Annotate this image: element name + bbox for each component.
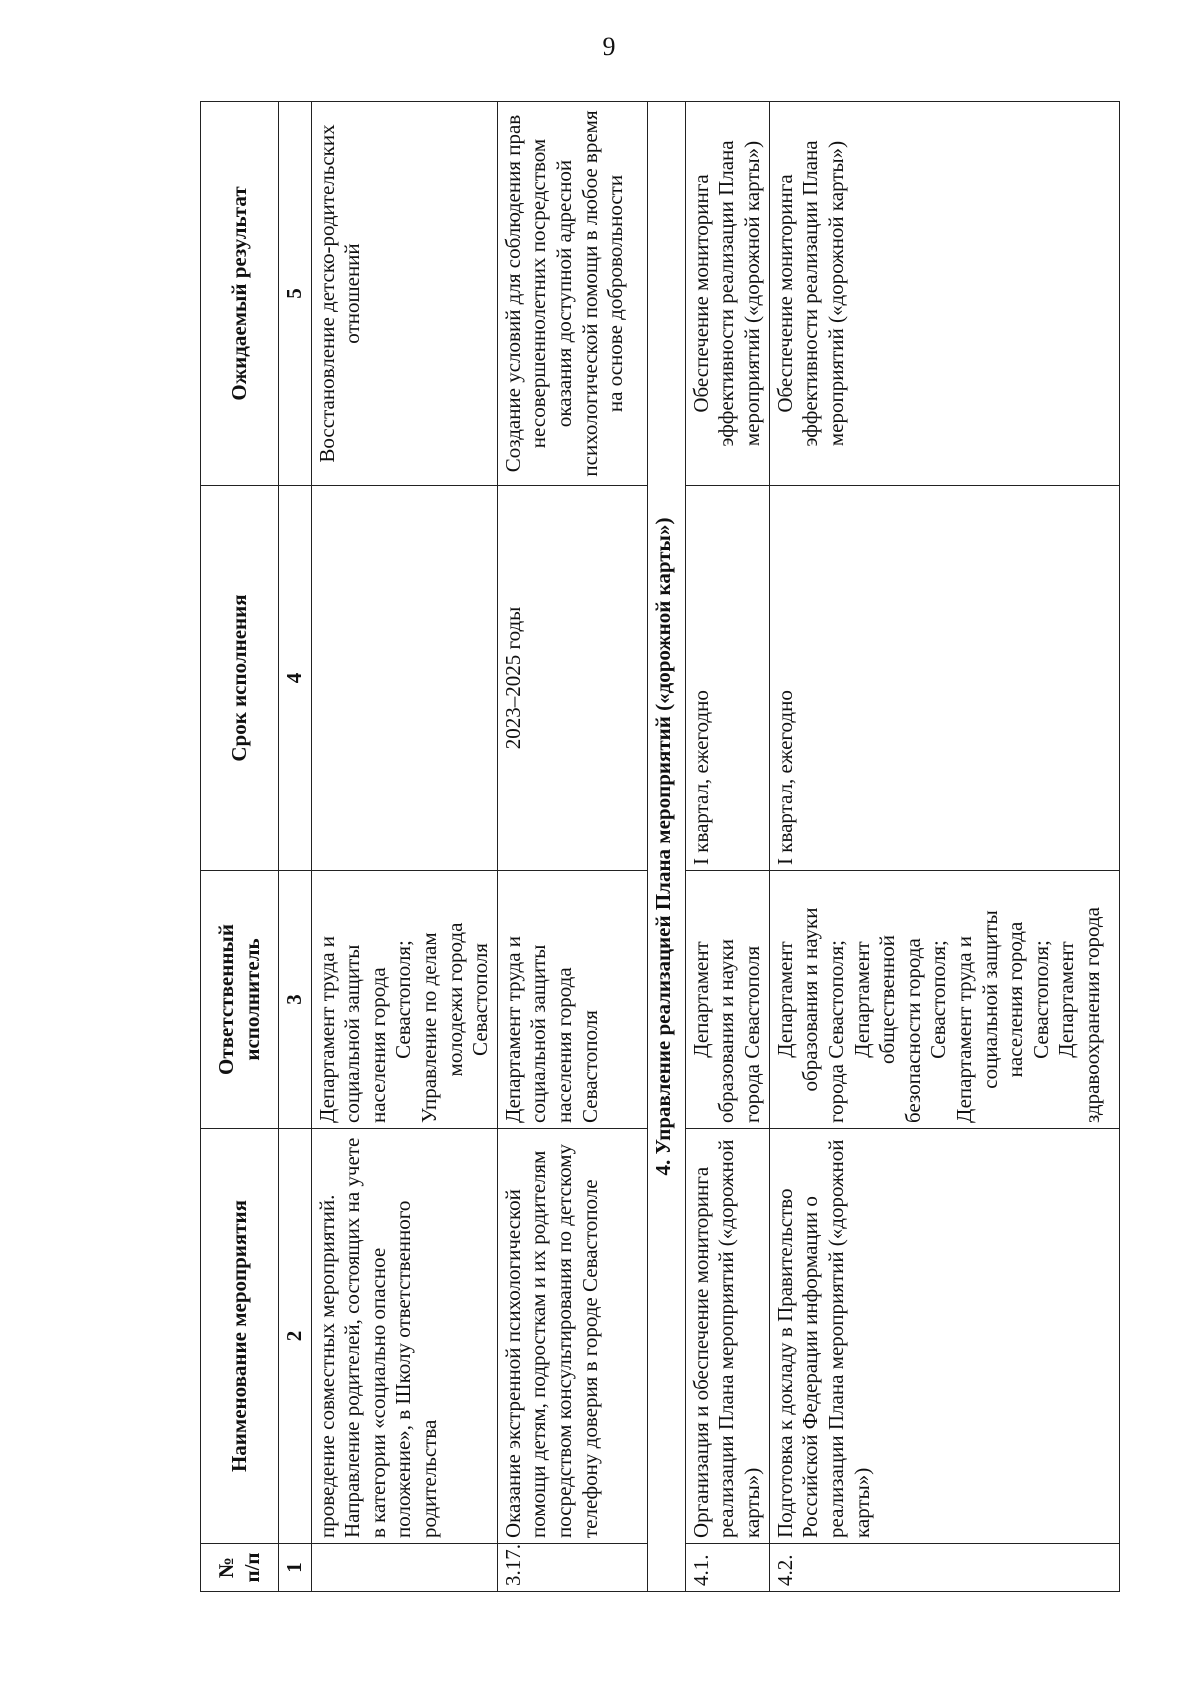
responsible-line: Департамент труда и	[500, 935, 525, 1123]
responsible-line: Севастополя;	[926, 940, 951, 1059]
rotated-table-wrapper	[200, 102, 1120, 1592]
column-number: 1	[279, 1544, 312, 1592]
page-number: 9	[602, 32, 616, 61]
responsible-line: общественной	[875, 934, 900, 1065]
table-row-continued	[311, 102, 497, 1592]
responsible-line: населения города	[552, 967, 577, 1123]
plan-table	[200, 101, 1120, 1592]
responsible-line: Севастополя;	[1028, 940, 1053, 1059]
responsible-line: социальной защиты	[340, 944, 365, 1123]
row-num	[311, 1544, 497, 1592]
section-4-row	[647, 102, 685, 1592]
row-name: Оказание экстренной психологической помощи детям, подросткам и их родителям посредством консультирования по детскому телефону доверия в городе Севастополе	[497, 1129, 647, 1544]
row-result: Создание условий для соблюдения прав несовершеннолетних посредством оказания доступной адресной психологической помощи в любое время на основе добровольности	[497, 102, 647, 486]
row-responsible	[685, 871, 769, 1129]
responsible-line: Департамент	[1054, 941, 1079, 1058]
header-name: Наименование мероприятия	[201, 1129, 279, 1544]
header-responsible: Ответственный исполнитель	[201, 871, 279, 1129]
header-num: № п/п	[201, 1544, 279, 1592]
row-num: 4.1.	[685, 1544, 769, 1592]
row-deadline: 2023–2025 годы	[497, 486, 647, 871]
row-name: Организация и обеспечение мониторинга реализации Плана мероприятий («дорожной карты»)	[685, 1129, 769, 1544]
row-responsible	[311, 871, 497, 1129]
column-number: 5	[279, 102, 312, 486]
table-row-4-2	[769, 102, 1119, 1592]
column-number: 4	[279, 486, 312, 871]
responsible-line: Департамент труда и	[314, 935, 339, 1123]
table-row-3-17	[497, 102, 647, 1592]
responsible-line: Департамент труда и	[951, 935, 976, 1123]
row-responsible	[497, 871, 647, 1129]
row-name: Подготовка к докладу в Правительство Российской Федерации информации о реализации Плана мероприятий («дорожной карты»)	[769, 1129, 1119, 1544]
responsible-line: образования и науки	[714, 939, 739, 1123]
responsible-line: населения города	[365, 967, 390, 1123]
responsible-line: населения города	[1003, 921, 1028, 1078]
row-responsible	[769, 871, 1119, 1129]
responsible-line: безопасности города	[900, 938, 925, 1123]
column-number: 2	[279, 1129, 312, 1544]
responsible-line: Управление по делам	[417, 932, 442, 1123]
row-result: Обеспечение мониторинга эффективности реализации Плана мероприятий («дорожной карты»)	[769, 102, 1119, 486]
column-number: 3	[279, 871, 312, 1129]
header-result: Ожидаемый результат	[201, 102, 279, 486]
responsible-line: социальной защиты	[526, 944, 551, 1123]
row-name: проведение совместных мероприятий. Направление родителей, состоящих на учете в категории «социально опасное положение», в Школу ответственного родительства	[311, 1129, 497, 1544]
row-result: Обеспечение мониторинга эффективности реализации Плана мероприятий («дорожной карты»)	[685, 102, 769, 486]
row-result: Восстановление детско-родительских отношений	[311, 102, 497, 486]
row-deadline	[311, 486, 497, 871]
header-deadline: Срок исполнения	[201, 486, 279, 871]
responsible-line: социальной защиты	[977, 910, 1002, 1089]
section-4-title: 4. Управление реализацией Плана мероприятий («дорожной карты»)	[647, 102, 685, 1592]
row-deadline: I квартал, ежегодно	[769, 486, 1119, 871]
row-num: 3.17.	[497, 1544, 647, 1592]
row-num: 4.2.	[769, 1544, 1119, 1592]
column-number-row	[279, 102, 312, 1592]
row-deadline: I квартал, ежегодно	[685, 486, 769, 871]
responsible-line: Севастополя;	[391, 940, 416, 1059]
responsible-line: молодежи города	[442, 922, 467, 1077]
responsible-line: города Севастополя;	[823, 940, 848, 1123]
responsible-line: города Севастополя	[740, 945, 765, 1123]
table-row-4-1	[685, 102, 769, 1592]
responsible-line: Севастополя	[468, 943, 493, 1056]
responsible-line: Департамент	[849, 941, 874, 1058]
header-row	[201, 102, 279, 1592]
responsible-line: образования и науки	[798, 907, 823, 1092]
responsible-line: Севастополя	[577, 1010, 602, 1123]
responsible-line: Департамент	[772, 941, 797, 1058]
responsible-line: Департамент	[688, 941, 713, 1058]
responsible-line: здравоохранения города	[1080, 907, 1105, 1123]
